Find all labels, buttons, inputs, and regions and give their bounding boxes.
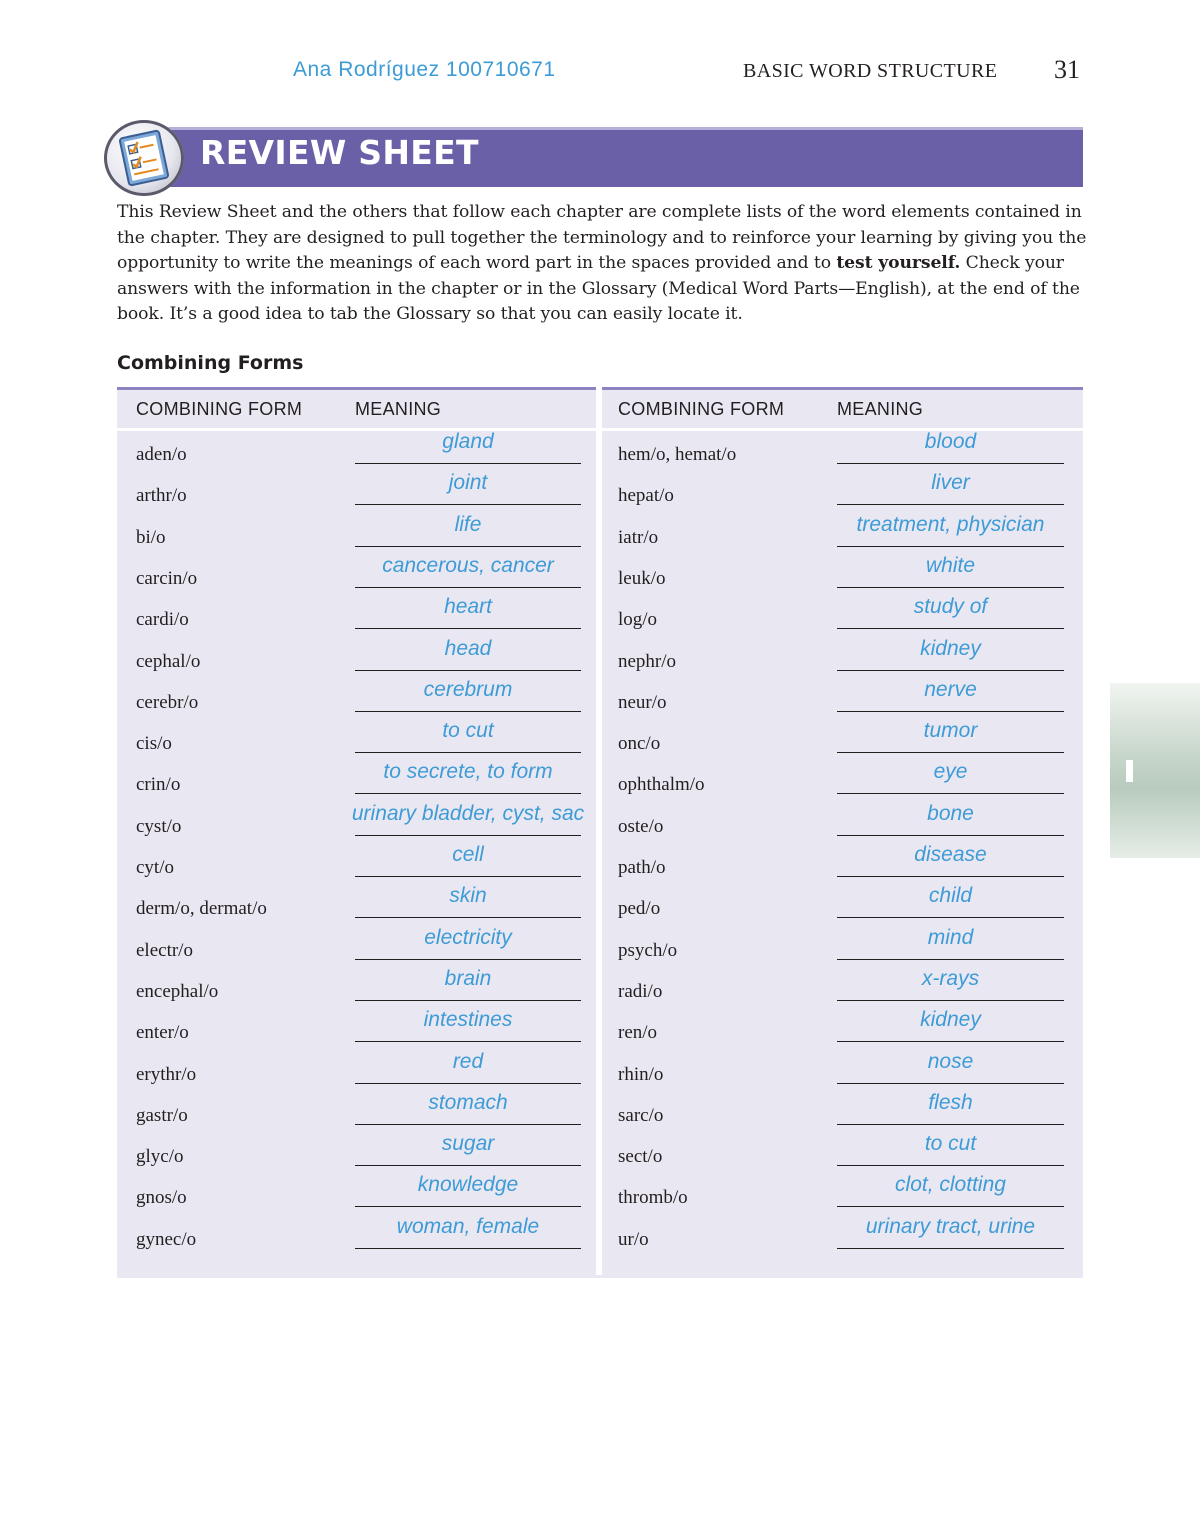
right-combining-form: leuk/o [618,567,666,589]
right-answer-line[interactable] [837,1041,1064,1043]
left-handwritten-answer: brain [444,966,492,990]
left-combining-form: cyst/o [136,815,182,837]
right-combining-form: neur/o [618,691,667,713]
right-combining-form: ur/o [618,1228,649,1250]
left-answer-line[interactable] [355,752,581,754]
right-combining-form: thromb/o [618,1187,688,1209]
checklist-icon [104,120,184,196]
right-handwritten-answer: flesh [928,1090,973,1114]
right-handwritten-answer: blood [924,430,977,453]
left-header-form: COMBINING FORM [136,399,303,419]
left-handwritten-answer: cell [452,843,484,866]
page-number: 31 [1054,55,1080,84]
intro-bold-text: test yourself. [836,253,961,274]
right-handwritten-answer: disease [914,843,987,866]
left-combining-form: cis/o [136,733,172,755]
left-combining-form: derm/o, dermat/o [136,898,267,920]
left-handwritten-answer: cancerous, cancer [382,553,554,577]
left-handwritten-answer: head [444,636,492,660]
right-answer-line[interactable] [837,587,1064,589]
right-combining-form: onc/o [618,733,661,755]
left-combining-form: arthr/o [136,485,187,507]
left-answer-line[interactable] [355,711,581,713]
right-combining-form: sect/o [618,1146,663,1168]
banner-title: REVIEW SHEET [200,133,479,172]
left-answer-line[interactable] [355,1083,581,1085]
right-handwritten-answer: bone [927,801,974,825]
left-answer-line[interactable] [355,1206,581,1208]
left-answer-line[interactable] [355,876,581,878]
right-handwritten-answer: nerve [924,677,977,701]
chapter-tab-bar [1126,760,1133,782]
right-combining-form: sarc/o [618,1104,664,1126]
right-answer-line[interactable] [837,504,1064,506]
right-handwritten-answer: mind [927,925,974,949]
left-answer-line[interactable] [355,463,581,465]
right-answer-line[interactable] [837,876,1064,878]
right-combining-form: nephr/o [618,650,677,672]
section-heading: Combining Forms [117,352,304,374]
left-combining-form: cyt/o [136,857,174,878]
left-combining-form: carcin/o [136,567,198,589]
right-combining-form: iatr/o [618,526,659,548]
right-handwritten-answer: liver [931,471,970,495]
left-combining-form: cephal/o [136,650,201,672]
intro-text-end: Check your answers with the information in the chapter or in the Glossary (Medical Word Parts—English), at the end of the book. It’s a good idea to tab the Glossary so that you can easily locate it. [117,253,1080,325]
left-answer-line[interactable] [355,793,581,795]
right-answer-line[interactable] [837,835,1064,837]
left-handwritten-answer: knowledge [417,1173,519,1197]
right-combining-form: rhin/o [618,1063,664,1085]
right-answer-line[interactable] [837,752,1064,754]
left-handwritten-answer: to secrete, to form [383,760,553,784]
right-header-meaning: MEANING [837,399,924,419]
right-handwritten-answer: to cut [924,1132,977,1156]
right-answer-line[interactable] [837,793,1064,795]
left-answer-line[interactable] [355,628,581,630]
right-combining-form: hepat/o [618,485,674,507]
right-handwritten-answer: kidney [920,1008,981,1032]
left-combining-form: erythr/o [136,1063,197,1085]
right-combining-form: ophthalm/o [618,774,705,796]
left-combining-form: cerebr/o [136,691,199,713]
left-handwritten-answer: skin [449,884,487,908]
left-handwritten-answer: woman, female [396,1214,540,1238]
left-handwritten-answer: gland [442,430,494,453]
right-handwritten-answer: white [925,553,976,577]
right-combining-form: hem/o, hemat/o [618,444,737,465]
right-answer-line[interactable] [837,463,1064,465]
right-answer-line[interactable] [837,1083,1064,1085]
chapter-tab-marker [1110,683,1200,858]
intro-paragraph [117,200,1092,328]
student-annotation: Ana Rodríguez 100710671 [293,58,556,81]
right-handwritten-answer: nose [927,1049,974,1073]
right-answer-line[interactable] [837,1000,1064,1002]
right-answer-line[interactable] [837,1124,1064,1126]
left-combining-form: aden/o [136,444,187,465]
left-combining-form: enter/o [136,1022,189,1044]
right-answer-line[interactable] [837,628,1064,630]
left-handwritten-answer: joint [448,471,488,495]
left-handwritten-answer: cerebrum [423,677,513,701]
left-answer-line[interactable] [355,835,581,837]
right-handwritten-answer: urinary tract, urine [865,1214,1036,1238]
left-answer-line[interactable] [355,1000,581,1002]
left-answer-line[interactable] [355,587,581,589]
right-combining-form: path/o [618,857,666,878]
left-combining-form: bi/o [136,526,166,548]
right-handwritten-answer: treatment, physician [856,512,1045,536]
right-combining-form: ped/o [618,898,661,920]
left-combining-form: crin/o [136,774,181,796]
right-answer-line[interactable] [837,917,1064,919]
left-combining-form: encephal/o [136,980,219,1002]
right-combining-form: log/o [618,609,658,631]
left-combining-form: gastr/o [136,1104,188,1126]
intro-text: This Review Sheet and the others that follow each chapter are complete lists of the word elements contained in the chapter. They are designed to pull together the terminology and to reinforce your learning by giving you the opportunity to write the meanings of each word part in the spaces provided and to [117,202,1087,274]
right-handwritten-answer: eye [933,760,968,784]
right-combining-form: oste/o [618,815,664,837]
left-combining-form: electr/o [136,939,193,961]
left-answer-line[interactable] [355,546,581,548]
left-handwritten-answer: stomach [428,1090,508,1114]
running-head: BASIC WORD STRUCTURE [743,60,998,82]
left-answer-line[interactable] [355,959,581,961]
left-answer-line[interactable] [355,670,581,672]
left-answer-line[interactable] [355,504,581,506]
right-handwritten-answer: child [928,884,973,908]
left-handwritten-answer: heart [444,595,492,619]
right-handwritten-answer: tumor [923,719,978,743]
left-handwritten-answer: intestines [423,1008,513,1032]
right-handwritten-answer: clot, clotting [895,1173,1006,1197]
right-answer-line[interactable] [837,1165,1064,1167]
right-answer-line[interactable] [837,1206,1064,1208]
left-answer-line[interactable] [355,1248,581,1250]
right-answer-line[interactable] [837,1248,1064,1250]
left-answer-line[interactable] [355,1124,581,1126]
right-handwritten-answer: kidney [920,636,981,660]
left-combining-form: gnos/o [136,1187,187,1209]
left-combining-form: glyc/o [136,1146,184,1168]
right-answer-line[interactable] [837,711,1064,713]
left-combining-form: gynec/o [136,1228,197,1250]
left-handwritten-answer: red [452,1049,484,1073]
left-header-meaning: MEANING [355,399,442,419]
right-handwritten-answer: study of [913,595,988,619]
left-handwritten-answer: urinary bladder, cyst, sac [351,801,585,825]
right-answer-line[interactable] [837,546,1064,548]
left-answer-line[interactable] [355,917,581,919]
right-combining-form: psych/o [618,939,678,961]
left-handwritten-answer: to cut [442,719,494,743]
right-answer-line[interactable] [837,959,1064,961]
right-combining-form: radi/o [618,980,663,1002]
left-answer-line[interactable] [355,1041,581,1043]
right-header-form: COMBINING FORM [618,399,785,419]
right-answer-line[interactable] [837,670,1064,672]
left-handwritten-answer: electricity [424,925,512,949]
right-handwritten-answer: x-rays [921,966,980,990]
right-combining-form: ren/o [618,1022,658,1044]
left-combining-form: cardi/o [136,609,189,631]
left-handwritten-answer: life [454,512,482,536]
left-answer-line[interactable] [355,1165,581,1167]
left-handwritten-answer: sugar [441,1132,495,1156]
